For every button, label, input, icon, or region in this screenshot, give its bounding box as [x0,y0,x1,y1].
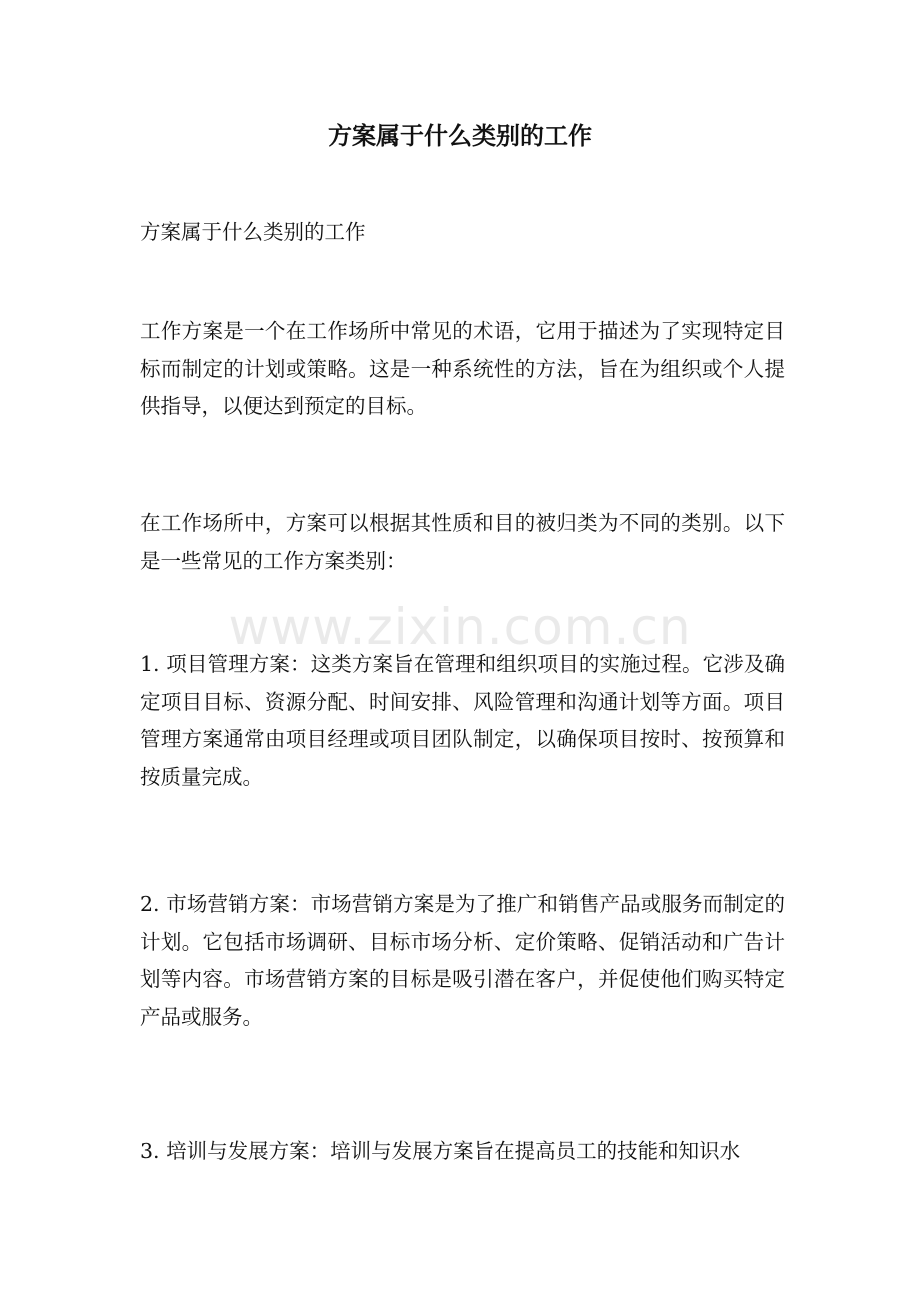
subtitle-paragraph: 方案属于什么类别的工作 [140,220,366,244]
document-title: 方案属于什么类别的工作 [328,121,592,150]
list-item-training: 3. 培训与发展方案：培训与发展方案旨在提高员工的技能和知识水 [140,1139,741,1163]
list-item-project-management: 1. 项目管理方案：这类方案旨在管理和组织项目的实施过程。它涉及确定项目目标、资源分配、时间安排、风险管理和沟通计划等方面。项目管理方案通常由项目经理或项目团队制定，以确保项目按时、按预算和按质量完成。 [140,652,785,789]
intro-paragraph: 工作方案是一个在工作场所中常见的术语，它用于描述为了实现特定目标而制定的计划或策略。这是一种系统性的方法，旨在为组织或个人提供指导，以便达到预定的目标。 [140,319,785,418]
watermark: www.zixin.com.cn [228,598,692,656]
context-paragraph: 在工作场所中，方案可以根据其性质和目的被归类为不同的类别。以下是一些常见的工作方案类别： [140,511,785,573]
list-item-marketing: 2. 市场营销方案：市场营销方案是为了推广和销售产品或服务而制定的计划。它包括市场调研、目标市场分析、定价策略、促销活动和广告计划等内容。市场营销方案的目标是吸引潜在客户，并促使他们购买特定产品或服务。 [140,892,785,1029]
